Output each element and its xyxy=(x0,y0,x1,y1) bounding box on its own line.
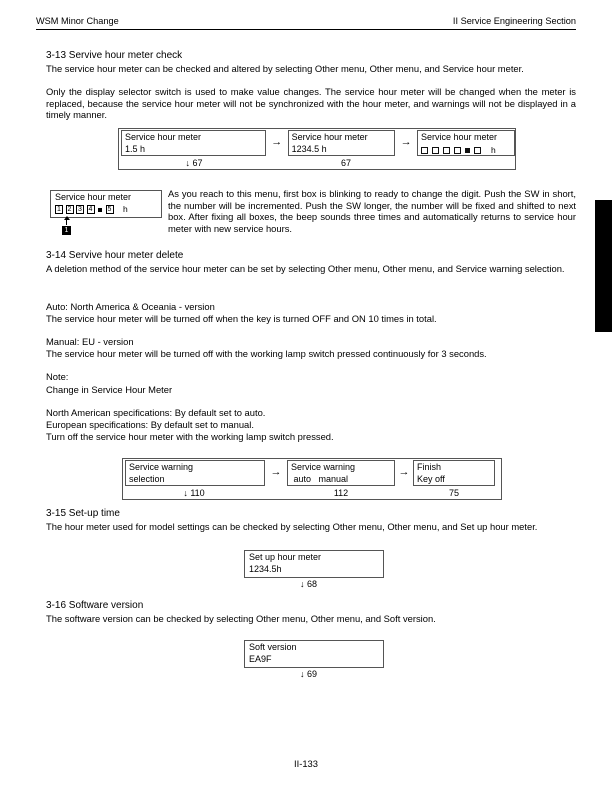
callout-badge: 1 xyxy=(62,226,71,235)
lcd-screen-soft-version xyxy=(244,640,384,668)
flow-caption-2: 67 xyxy=(340,157,351,168)
paragraph-3-16-1: The software version can be checked by selecting Other menu, Other menu, and Soft version. xyxy=(46,613,436,624)
lcd-screen-setup-hour-meter xyxy=(244,550,384,578)
flow-caption-3: ↓ 110 xyxy=(183,487,205,498)
inset-lcd-title: Service hour meter xyxy=(55,192,132,202)
callout-stem xyxy=(66,220,67,225)
label-manual-version: Manual: EU - version xyxy=(46,336,134,347)
lcd-screen-finish xyxy=(413,460,495,486)
header-right-text: II Service Engineering Section xyxy=(452,16,576,26)
digit-box-1: 1 xyxy=(55,205,63,214)
digit-box-3: 3 xyxy=(76,205,84,214)
inset-digit-edit-diagram xyxy=(50,190,162,238)
lcd-line1: Service hour meter xyxy=(291,132,368,142)
lcd-line1: Soft version xyxy=(249,642,297,652)
lcd-screen-warning-mode xyxy=(287,460,395,486)
heading-3-15: 3-15 Set-up time xyxy=(46,508,120,519)
paragraph-3-15-1: The hour meter used for model settings can be checked by selecting Other menu, Other menu, and Set up hour meter. xyxy=(46,521,538,532)
digit-box-2: 2 xyxy=(66,205,74,214)
paragraph-3-13-1: The service hour meter can be checked and altered by selecting Other menu, Other menu, and Service hour meter. xyxy=(46,63,524,74)
digit-placeholder-box xyxy=(432,147,439,154)
lcd-line1: Service hour meter xyxy=(420,132,497,142)
lcd-screen-hour-meter-edit xyxy=(417,130,515,156)
lcd-screen-warning-selection xyxy=(125,460,265,486)
digit-box-4: 4 xyxy=(87,205,95,214)
inset-unit-label: h xyxy=(123,204,128,214)
lcd-line1: Service warning xyxy=(129,462,194,472)
flow-diagram-service-warning xyxy=(122,458,502,500)
arrow-right-icon-4: → xyxy=(398,466,410,478)
arrow-right-icon-3: → xyxy=(270,466,282,478)
lcd-screen-hour-meter-current xyxy=(121,130,266,156)
lcd-line1: Service warning xyxy=(291,462,356,472)
arrow-right-icon-2: → xyxy=(400,136,412,148)
caption-soft-version: ↓ 69 xyxy=(300,669,318,679)
arrow-right-icon-1: → xyxy=(271,136,283,148)
lcd-line2: 1.5 h xyxy=(125,143,146,154)
flow-caption-5: 75 xyxy=(448,487,459,498)
label-note: Note: xyxy=(46,371,69,382)
digit-placeholder-box xyxy=(443,147,450,154)
paragraph-digit-edit-instructions: As you reach to this menu, first box is blinking to ready to change the digit. Push the SW in short, the number will be incremented. Push the SW longer, the number will be fixed and shifted to next box. After fixing all boxes, the beep sounds three times and automatically returns to service hour meter with new service hours. xyxy=(168,188,576,234)
lcd-line2: auto manual xyxy=(291,473,349,484)
lcd-line2: EA9F xyxy=(249,653,272,664)
lcd-line1: Service hour meter xyxy=(125,132,202,142)
lcd-line2: selection xyxy=(129,473,165,484)
digit-placeholder-box xyxy=(421,147,428,154)
lcd-line1: Finish xyxy=(417,462,442,472)
lcd-line1: Set up hour meter xyxy=(249,552,322,562)
decimal-point-icon xyxy=(98,208,102,212)
inset-lcd-screen xyxy=(50,190,162,218)
lcd-line2: 1234.5h xyxy=(249,563,282,574)
paragraph-spec-turn-off: Turn off the service hour meter with the working lamp switch pressed. xyxy=(46,431,334,442)
flow-caption-4: 112 xyxy=(333,487,349,498)
header-left-text: WSM Minor Change xyxy=(36,16,119,26)
page-header xyxy=(36,16,576,30)
callout-1 xyxy=(62,216,71,235)
paragraph-manual-version: The service hour meter will be turned off with the working lamp switch pressed continuously for 3 seconds. xyxy=(46,348,487,359)
paragraph-spec-eu: European specifications: By default set to manual. xyxy=(46,419,254,430)
flow-captions-hour-meter xyxy=(119,156,515,169)
section-thumb-tab xyxy=(595,200,612,332)
inset-digit-row xyxy=(55,204,157,215)
paragraph-note: Change in Service Hour Meter xyxy=(46,384,173,395)
digit-placeholder-box xyxy=(474,147,481,154)
paragraph-spec-na: North American specifications: By default set to auto. xyxy=(46,407,266,418)
flow-caption-1: ↓ 67 xyxy=(185,157,203,168)
label-auto-version: Auto: North America & Oceania - version xyxy=(46,301,215,312)
decimal-point-icon xyxy=(465,148,470,153)
lcd-line2: 1234.5 h xyxy=(291,143,327,154)
lcd-digit-placeholders xyxy=(421,145,511,157)
lcd-screen-hour-meter-value xyxy=(288,130,396,156)
heading-3-13: 3-13 Servive hour meter check xyxy=(46,50,183,61)
lcd-line2: Key off xyxy=(417,473,445,484)
paragraph-auto-version: The service hour meter will be turned off when the key is turned OFF and ON 10 times in total. xyxy=(46,313,437,324)
flow-captions-service-warning xyxy=(123,486,501,499)
digit-placeholder-box xyxy=(454,147,461,154)
heading-3-14: 3-14 Servive hour meter delete xyxy=(46,250,184,261)
paragraph-3-14-1: A deletion method of the service hour meter can be set by selecting Other menu, Other menu, and Service warning selection. xyxy=(46,263,565,274)
heading-3-16: 3-16 Software version xyxy=(46,600,144,611)
caption-setup-hour-meter: ↓ 68 xyxy=(300,579,318,589)
flow-diagram-hour-meter xyxy=(118,128,516,170)
paragraph-3-13-2: Only the display selector switch is used to make value changes. The service hour meter will be changed when the meter is replaced, because the service hour meter will not be synchronized with the hour meter, and warnings will not be displayed in a timely manner. xyxy=(46,86,576,121)
digit-box-5: 5 xyxy=(106,205,114,214)
lcd-unit-label: h xyxy=(490,144,496,155)
page-footer: II-133 xyxy=(294,758,318,769)
